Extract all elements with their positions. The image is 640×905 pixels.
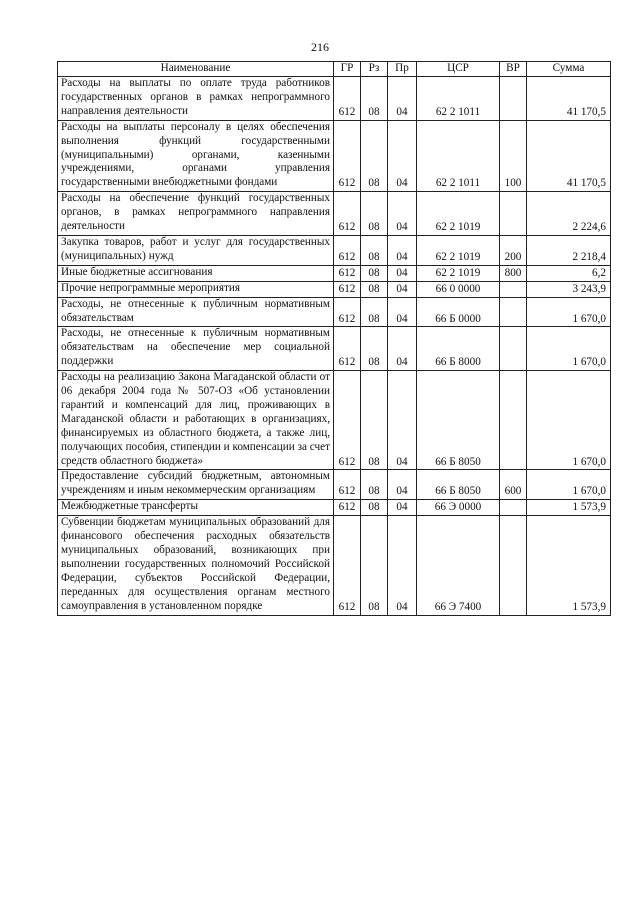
column-header-pr: Пр: [388, 62, 417, 77]
row-name-cell: Прочие непрограммные мероприятия: [58, 281, 334, 297]
row-rz-cell: 08: [361, 516, 388, 615]
row-csr-cell: 62 2 1011: [417, 77, 500, 121]
column-header-sum: Сумма: [527, 62, 611, 77]
row-pr-cell: 04: [388, 500, 417, 516]
row-csr-cell: 66 Б 8000: [417, 327, 500, 371]
row-vr-cell: [500, 281, 527, 297]
row-csr-cell: 66 0 0000: [417, 281, 500, 297]
row-gr-cell: 612: [334, 120, 361, 192]
row-csr-cell: 62 2 1019: [417, 192, 500, 236]
row-pr-cell: 04: [388, 327, 417, 371]
table-row: [58, 120, 611, 192]
row-pr-cell: 04: [388, 371, 417, 470]
row-vr-cell: [500, 327, 527, 371]
row-sum-cell: 41 170,5: [527, 77, 611, 121]
row-rz-cell: 08: [361, 235, 388, 265]
row-sum-cell: 1 573,9: [527, 500, 611, 516]
table-row: [58, 500, 611, 516]
row-gr-cell: 612: [334, 235, 361, 265]
row-pr-cell: 04: [388, 235, 417, 265]
row-vr-cell: [500, 371, 527, 470]
column-header-rz: Рз: [361, 62, 388, 77]
row-csr-cell: 66 Б 8050: [417, 371, 500, 470]
row-csr-cell: 66 Э 7400: [417, 516, 500, 615]
column-header-gr: ГР: [334, 62, 361, 77]
row-gr-cell: 612: [334, 516, 361, 615]
row-pr-cell: 04: [388, 120, 417, 192]
row-name-cell: Расходы на выплаты персоналу в целях обеспечения выполнения функций государственными (муниципальными) органами, казенными учреждениями, органами управления государственными внебюджетными фондами: [58, 120, 334, 192]
row-gr-cell: 612: [334, 470, 361, 500]
row-sum-cell: 1 670,0: [527, 297, 611, 327]
row-sum-cell: 2 218,4: [527, 235, 611, 265]
row-sum-cell: 1 670,0: [527, 327, 611, 371]
row-gr-cell: 612: [334, 77, 361, 121]
row-gr-cell: 612: [334, 371, 361, 470]
row-name-cell: Расходы, не отнесенные к публичным нормативным обязательствам на обеспечение мер социальной поддержки: [58, 327, 334, 371]
row-sum-cell: 1 670,0: [527, 371, 611, 470]
row-rz-cell: 08: [361, 470, 388, 500]
row-vr-cell: [500, 500, 527, 516]
row-rz-cell: 08: [361, 327, 388, 371]
column-header-vr: ВР: [500, 62, 527, 77]
row-pr-cell: 04: [388, 192, 417, 236]
table-row: [58, 235, 611, 265]
row-vr-cell: 100: [500, 120, 527, 192]
row-pr-cell: 04: [388, 516, 417, 615]
row-rz-cell: 08: [361, 265, 388, 281]
row-sum-cell: 6,2: [527, 265, 611, 281]
table-row: [58, 297, 611, 327]
row-sum-cell: 1 670,0: [527, 470, 611, 500]
table-row: [58, 327, 611, 371]
table-body: [58, 77, 611, 616]
row-name-cell: Субвенции бюджетам муниципальных образований для финансового обеспечения расходных обязательств муниципальных образований, возникающих при выполнении государственных полномочий Российской Федерации, субъектов Российской Федерации, переданных для осуществления органам местного самоуправления в установленном порядке: [58, 516, 334, 615]
table-header-row: [58, 62, 611, 77]
row-sum-cell: 41 170,5: [527, 120, 611, 192]
row-gr-cell: 612: [334, 265, 361, 281]
row-pr-cell: 04: [388, 470, 417, 500]
row-rz-cell: 08: [361, 371, 388, 470]
row-pr-cell: 04: [388, 281, 417, 297]
table-row: [58, 192, 611, 236]
row-vr-cell: [500, 77, 527, 121]
table-row: [58, 281, 611, 297]
row-gr-cell: 612: [334, 500, 361, 516]
row-rz-cell: 08: [361, 500, 388, 516]
row-csr-cell: 66 Б 0000: [417, 297, 500, 327]
row-sum-cell: 3 243,9: [527, 281, 611, 297]
row-rz-cell: 08: [361, 77, 388, 121]
row-vr-cell: [500, 297, 527, 327]
row-vr-cell: 600: [500, 470, 527, 500]
row-name-cell: Расходы на реализацию Закона Магаданской области от 06 декабря 2004 года № 507-ОЗ «Об установлении гарантий и компенсаций для лиц, проживающих в Магаданской области и работающих в организациях, финансируемых из областного бюджета, а также лиц, получающих пособия, стипендии и компенсации за счет средств областного бюджета»: [58, 371, 334, 470]
row-csr-cell: 66 Э 0000: [417, 500, 500, 516]
row-vr-cell: [500, 192, 527, 236]
row-rz-cell: 08: [361, 120, 388, 192]
row-name-cell: Межбюджетные трансферты: [58, 500, 334, 516]
row-rz-cell: 08: [361, 281, 388, 297]
row-rz-cell: 08: [361, 192, 388, 236]
row-name-cell: Иные бюджетные ассигнования: [58, 265, 334, 281]
column-header-csr: ЦСР: [417, 62, 500, 77]
budget-table: [57, 61, 611, 616]
row-name-cell: Закупка товаров, работ и услуг для государственных (муниципальных) нужд: [58, 235, 334, 265]
row-rz-cell: 08: [361, 297, 388, 327]
page-number: 216: [311, 40, 329, 54]
row-csr-cell: 62 2 1011: [417, 120, 500, 192]
row-csr-cell: 62 2 1019: [417, 235, 500, 265]
row-gr-cell: 612: [334, 192, 361, 236]
row-name-cell: Расходы на выплаты по оплате труда работников государственных органов в рамках непрограммного направления деятельности: [58, 77, 334, 121]
row-gr-cell: 612: [334, 327, 361, 371]
row-vr-cell: 800: [500, 265, 527, 281]
row-gr-cell: 612: [334, 281, 361, 297]
row-gr-cell: 612: [334, 297, 361, 327]
table-row: [58, 470, 611, 500]
column-header-name: Наименование: [58, 62, 334, 77]
table-row: [58, 77, 611, 121]
row-pr-cell: 04: [388, 77, 417, 121]
row-vr-cell: 200: [500, 235, 527, 265]
table-row: [58, 516, 611, 615]
table-row: [58, 371, 611, 470]
row-pr-cell: 04: [388, 297, 417, 327]
row-name-cell: Расходы, не отнесенные к публичным нормативным обязательствам: [58, 297, 334, 327]
row-name-cell: Расходы на обеспечение функций государственных органов, в рамках непрограммного направления деятельности: [58, 192, 334, 236]
row-vr-cell: [500, 516, 527, 615]
row-name-cell: Предоставление субсидий бюджетным, автономным учреждениям и иным некоммерческим организациям: [58, 470, 334, 500]
row-pr-cell: 04: [388, 265, 417, 281]
row-csr-cell: 62 2 1019: [417, 265, 500, 281]
row-sum-cell: 1 573,9: [527, 516, 611, 615]
table-row: [58, 265, 611, 281]
row-sum-cell: 2 224,6: [527, 192, 611, 236]
row-csr-cell: 66 Б 8050: [417, 470, 500, 500]
